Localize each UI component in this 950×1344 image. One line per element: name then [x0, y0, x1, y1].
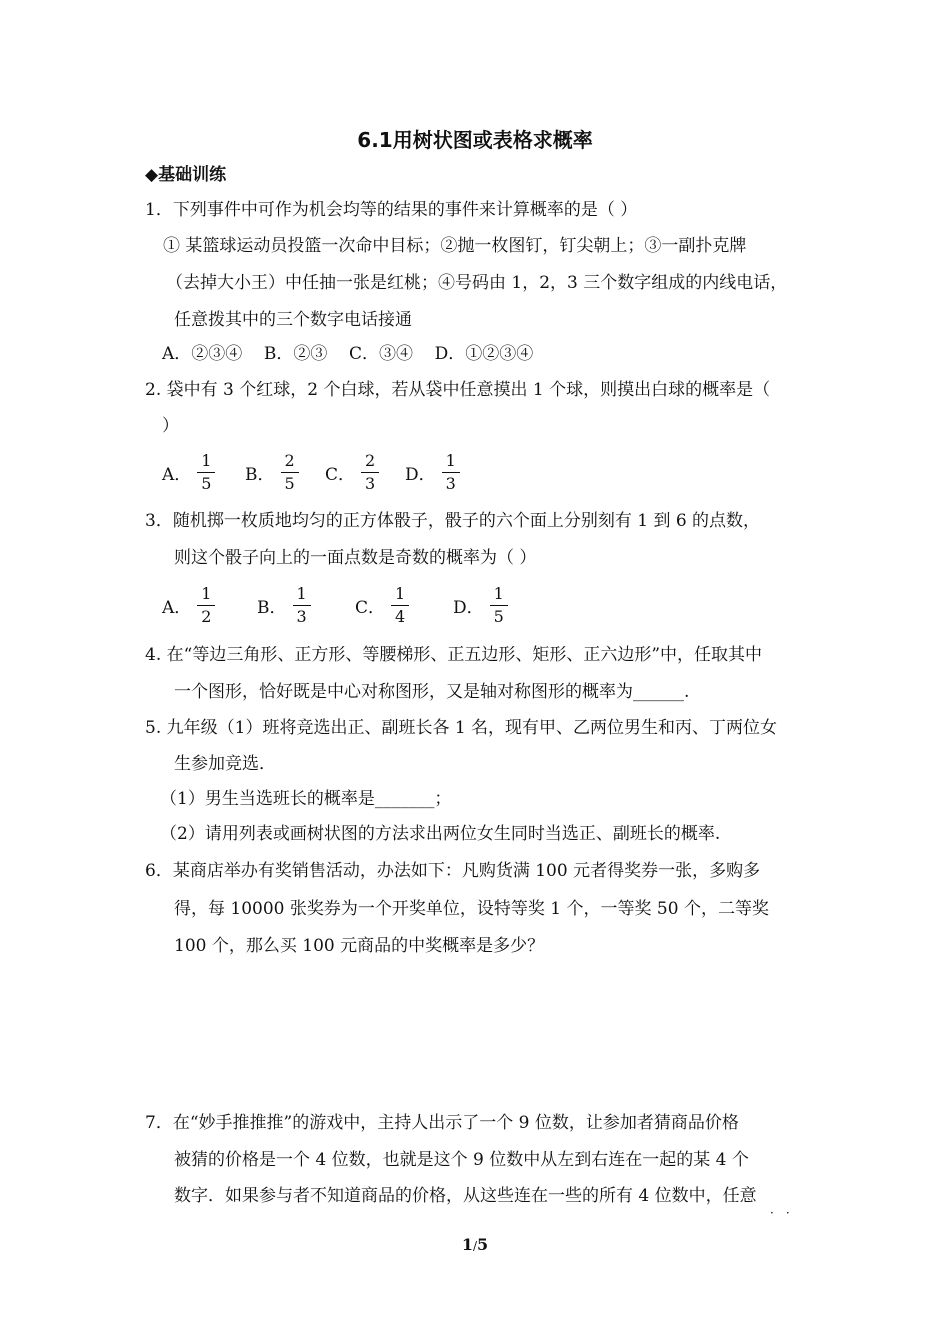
q5-stem-cont: 生参加竞选． — [174, 754, 276, 774]
page-title: 6.1用树状图或表格求概率 — [357, 128, 593, 152]
q6-stem: 6．某商店举办有奖销售活动，办法如下：凡购货满 100 元者得奖券一张，多购多 — [145, 861, 761, 881]
q6-stem-cont: 得，每 10000 张奖券为一个开奖单位，设特等奖 1 个，一等奖 50 个，二等奖 — [174, 899, 769, 919]
q6-stem-cont: 100 个，那么买 100 元商品的中奖概率是多少？ — [174, 936, 545, 956]
emphasis-dots: ·· — [770, 1206, 802, 1220]
q4-stem-cont: 一个图形，恰好既是中心对称图形，又是轴对称图形的概率为______. — [174, 682, 690, 702]
q1-item-line: ① 某篮球运动员投篮一次命中目标；②抛一枚图钉，钉尖朝上；③一副扑克牌 — [163, 236, 747, 256]
q7-stem: 7．在“妙手推推推”的游戏中，主持人出示了一个 9 位数，让参加者猜商品价格 — [145, 1113, 739, 1133]
q1-item-line: （去掉大小王）中任抽一张是红桃；④号码由 1，2，3 三个数字组成的内线电话， — [166, 273, 788, 293]
q7-stem-cont: 数字．如果参与者不知道商品的价格，从这些连在一些的所有 4 位数中，任意 — [174, 1186, 757, 1206]
option: C． $\frac{1}{4}$ — [355, 584, 453, 627]
fraction: $\frac{1}{2}$ — [197, 584, 215, 627]
option: A． $\frac{1}{2}$ — [162, 584, 257, 627]
page-number: 1/5 — [461, 1235, 489, 1254]
section-heading: ◆基础训练 — [145, 165, 227, 185]
q3-options — [162, 584, 508, 627]
option: D． $\frac{1}{5}$ — [453, 584, 508, 627]
q5-stem: 5. 九年级（1）班将竞选出正、副班长各 1 名，现有甲、乙两位男生和丙、丁两位女 — [145, 718, 778, 738]
option: A． $\frac{1}{5}$ — [162, 451, 245, 494]
fraction: $\frac{2}{5}$ — [281, 451, 299, 494]
q3-stem: 3．随机掷一枚质地均匀的正方体骰子，骰子的六个面上分别刻有 1 到 6 的点数， — [145, 511, 761, 531]
fraction: $\frac{1}{5}$ — [197, 451, 215, 494]
q3-stem-cont: 则这个骰子向上的一面点数是奇数的概率为（ ） — [174, 548, 537, 568]
fraction: $\frac{1}{5}$ — [490, 584, 508, 627]
q2-stem: 2. 袋中有 3 个红球，2 个白球，若从袋中任意摸出 1 个球，则摸出白球的概率是（ — [145, 380, 771, 400]
q1-stem: 1．下列事件中可作为机会均等的结果的事件来计算概率的是（ ） — [145, 200, 638, 220]
option: B． $\frac{2}{5}$ — [245, 451, 325, 494]
q1-item-line: 任意拨其中的三个数字电话接通 — [174, 310, 412, 330]
q5-subquestion: （1）男生当选班长的概率是_______； — [160, 789, 452, 809]
q7-stem-cont: 被猜的价格是一个 4 位数，也就是这个 9 位数中从左到右连在一起的某 4 个 — [174, 1150, 749, 1170]
q1-options: A．②③④ B．②③ C．③④ D．①②③④ — [162, 344, 534, 364]
option: D． $\frac{1}{3}$ — [405, 451, 460, 494]
q2-options — [162, 451, 460, 494]
q5-subquestion: （2）请用列表或画树状图的方法求出两位女生同时当选正、副班长的概率. — [160, 824, 721, 844]
fraction: $\frac{1}{3}$ — [442, 451, 460, 494]
option: B． $\frac{1}{3}$ — [257, 584, 355, 627]
option: C． $\frac{2}{3}$ — [325, 451, 405, 494]
fraction: $\frac{1}{4}$ — [391, 584, 409, 627]
q4-stem: 4. 在“等边三角形、正方形、等腰梯形、正五边形、矩形、正六边形”中，任取其中 — [145, 645, 763, 665]
fraction: $\frac{1}{3}$ — [293, 584, 311, 627]
fraction: $\frac{2}{3}$ — [361, 451, 379, 494]
q2-stem-cont: ） — [162, 416, 179, 436]
